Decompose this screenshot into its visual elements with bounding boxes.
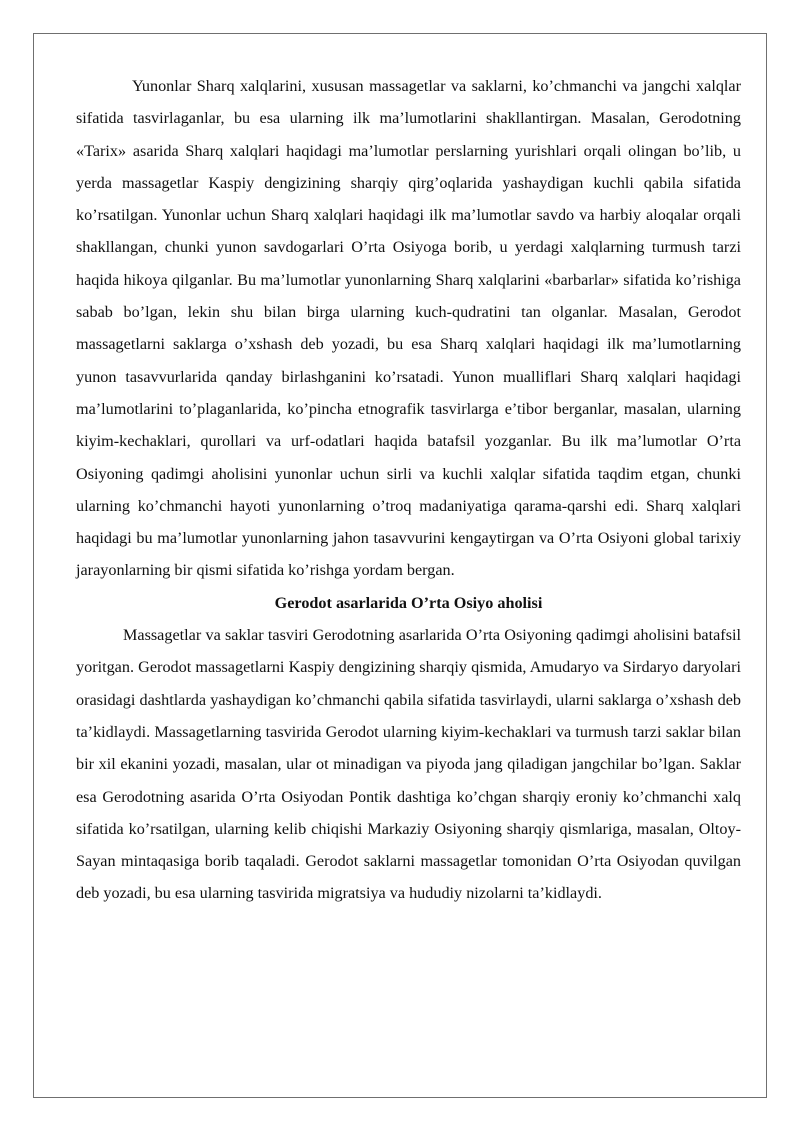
- paragraph-herodotus-central-asia: Massagetlar va saklar tasviri Gerodotning asarlarida O’rta Osiyoning qadimgi aholisini batafsil yoritgan. Gerodot massagetlarni Kaspiy dengizining sharqiy qismida, Amudaryo va Sirdaryo daryolari orasidagi dashtlarda yashaydigan ko’chmanchi qabila sifatida tasvirlaydi, ularni saklarga o’xshash deb ta’kidlaydi. Massagetlarning tasvirida Gerodot ularning kiyim-kechaklari va turmush tarzi saklar bilan bir xil ekanini yozadi, masalan, ular ot minadigan va piyoda jang qiladigan jangchilar bo’lgan. Saklar esa Gerodotning asarida O’rta Osiyodan Pontik dashtiga ko’chgan sharqiy eroniy ko’chmanchi xalq sifatida ko’rsatilgan, ularning kelib chiqishi Markaziy Osiyoning sharqiy qismlariga, masalan, Oltoy-Sayan mintaqasiga borib taqaladi. Gerodot saklarni massagetlar tomonidan O’rta Osiyodan quvilgan deb yozadi, bu esa ularning tasvirida migratsiya va hududiy nizolarni ta’kidlaydi.: [76, 626, 741, 903]
- document-body: [76, 70, 741, 910]
- section-heading: Gerodot asarlarida O’rta Osiyo aholisi: [274, 593, 543, 612]
- paragraph-greek-sources: Yunonlar Sharq xalqlarini, xususan massagetlar va saklarni, ko’chmanchi va jangchi xalqlar sifatida tasvirlaganlar, bu esa ularning ilk ma’lumotlarini shakllantirgan. Masalan, Gerodotning «Tarix» asarida Sharq xalqlari haqidagi ma’lumotlar perslarning yurishlari orqali olingan bo’lib, u yerda massagetlar Kaspiy dengizining sharqiy qirg’oqlarida yashaydigan kuchli qabila sifatida ko’rsatilgan. Yunonlar uchun Sharq xalqlari haqidagi ilk ma’lumotlar savdo va harbiy aloqalar orqali shakllangan, chunki yunon savdogarlari O’rta Osiyoga borib, u yerdagi xalqlarning turmush tarzi haqida hikoya qilganlar. Bu ma’lumotlar yunonlarning Sharq xalqlarini «barbarlar» sifatida ko’rishiga sabab bo’lgan, lekin shu bilan birga ularning kuch-qudratini tan olganlar. Masalan, Gerodot massagetlarni saklarga o’xshash deb yozadi, bu esa Sharq xalqlari haqidagi ilk ma’lumotlarning yunon tasavvurlarida qanday birlashganini ko’rsatadi. Yunon mualliflari Sharq xalqlari haqidagi ma’lumotlarini to’plaganlarida, ko’pincha etnografik tasvirlarga e’tibor berganlar, masalan, ularning kiyim-kechaklari, qurollari va urf-odatlari haqida batafsil yozganlar. Bu ilk ma’lumotlar O’rta Osiyoning qadimgi aholisini yunonlar uchun sirli va kuchli xalqlar sifatida taqdim etgan, chunki ularning ko’chmanchi hayoti yunonlarning o’troq madaniyatiga qarama-qarshi edi. Sharq xalqlari haqidagi bu ma’lumotlar yunonlarning jahon tasavvurini kengaytirgan va O’rta Osiyoni global tarixiy jarayonlarning bir qismi sifatida ko’rishga yordam bergan.: [76, 77, 741, 580]
